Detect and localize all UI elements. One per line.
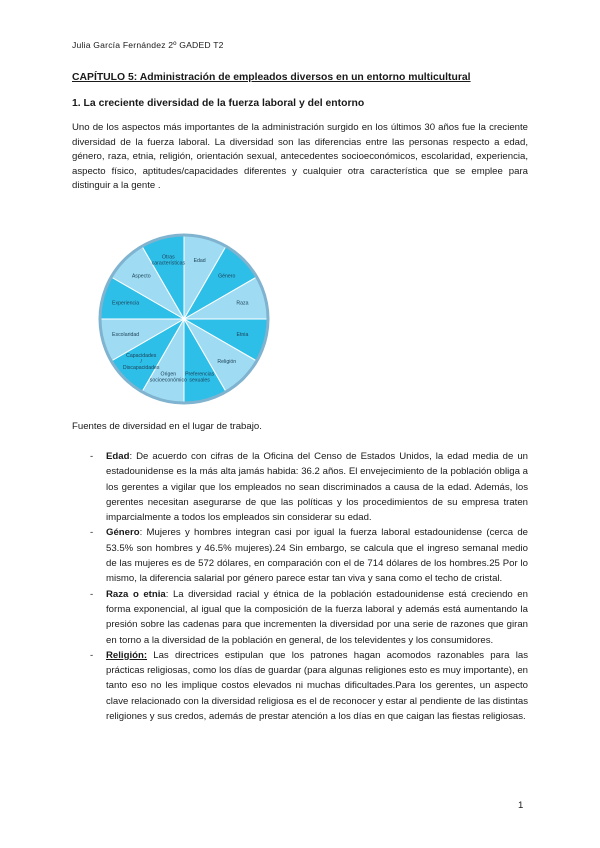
- diversity-sources-list: [90, 449, 528, 724]
- page-header: Julia García Fernández 2º GADED T2: [72, 40, 224, 50]
- list-term: Género: [106, 527, 140, 539]
- diversity-wheel-svg: [96, 231, 272, 407]
- figure-caption: Fuentes de diversidad en el lugar de trabajo.: [72, 421, 262, 432]
- list-item-age: [90, 449, 528, 525]
- list-item-gender: [90, 525, 528, 586]
- wheel-segment-label: Aspecto: [131, 273, 151, 280]
- intro-paragraph: Uno de los aspectos más importantes de la administración surgido en los últimos 30 años fue la creciente diversidad de la fuerza laboral. La diversidad son las diferencias entre las personas respecto a edad, género, raza, etnia, religión, orientación sexual, antecedentes socioeconómicos, escolaridad, experiencia, aspecto físico, aptitudes/capacidades diferentes y cualquier otra característica que se emplee para distinguir a la gente .: [72, 122, 528, 192]
- chapter-title: CAPÍTULO 5: Administración de empleados diversos en un entorno multicultural: [72, 72, 471, 83]
- list-text: : La diversidad racial y étnica de la población estadounidense está creciendo en forma exponencial, al igual que la composición de la fuerza laboral y además está aumentando la presión sobre las cadenas para que incrementen la diversidad por una serie de razones que giran en torno a la diversidad de la población en general, de los televidentes y los consumidores.: [106, 588, 528, 646]
- list-item-race-ethnicity: [90, 587, 528, 648]
- list-term: Raza o etnia: [106, 588, 166, 600]
- wheel-segment-label: Edad: [193, 257, 206, 264]
- wheel-segment-label: Preferencias sexuales: [185, 371, 215, 384]
- list-dash: -: [90, 527, 94, 539]
- page-number: 1: [518, 800, 524, 811]
- wheel-segment-label: Raza: [236, 300, 249, 307]
- wheel-segment-label: Experiencia: [112, 300, 140, 307]
- list-dash: -: [90, 451, 94, 462]
- list-term: Edad: [106, 451, 130, 462]
- wheel-segment-label: Género: [218, 273, 236, 280]
- list-term: Religión:: [106, 649, 148, 661]
- wheel-segment-label: Escolaridad: [112, 332, 140, 339]
- wheel-segment-label: Otras características: [151, 254, 186, 267]
- section-title: 1. La creciente diversidad de la fuerza laboral y del entorno: [72, 98, 365, 109]
- list-dash: -: [90, 649, 94, 661]
- list-text: : De acuerdo con cifras de la Oficina del Censo de Estados Unidos, la edad media de un estadounidense es la más alta jamás habida: 36.2 años. El envejecimiento de la población obliga a los gerentes a vigilar que los empleados no sean discriminados a causa de la edad. Además, los gerentes necesitan asegurarse de que las políticas y los procedimientos de su empresa traten imparcialmente a todos los empleados sin considerar su edad.: [106, 451, 528, 524]
- wheel-segment-label: Etnia: [236, 332, 249, 339]
- list-item-religion: [90, 648, 528, 724]
- wheel-segment-label: Capacidades / Discapacidades: [122, 353, 160, 372]
- list-dash: -: [90, 588, 94, 600]
- list-text: : Mujeres y hombres integran casi por igual la fuerza laboral estadounidense (cerca de 53.5% son hombres y 46.5% mujeres).24 Sin embargo, se calcula que el ingreso semanal medio de las mujeres es de 572 dólares, en comparación con el de 714 dólares de los hombres.25 Por lo mismo, la diferencia salarial por género parece estar tan viva y sana como el techo de cristal.: [106, 527, 528, 585]
- list-text: Las directrices estipulan que los patrones hagan acomodos razonables para las prácticas religiosas, como los días de guardar (para algunas religiones esto es muy importante), en tanto eso no les implique costos elevados ni muchas dificultades.Para los gerentes, un aspecto clave relacionado con la diversidad religiosa es el de reconocer y estar al pendiente de las distintas religiones y sus credos, además de prestar atención a los días en que caigan las fiestas religiosas.: [106, 649, 528, 723]
- diversity-wheel-diagram: [96, 231, 272, 407]
- wheel-segment-label: Origen socioeconómico: [149, 371, 187, 384]
- wheel-segment-label: Religión: [217, 359, 237, 366]
